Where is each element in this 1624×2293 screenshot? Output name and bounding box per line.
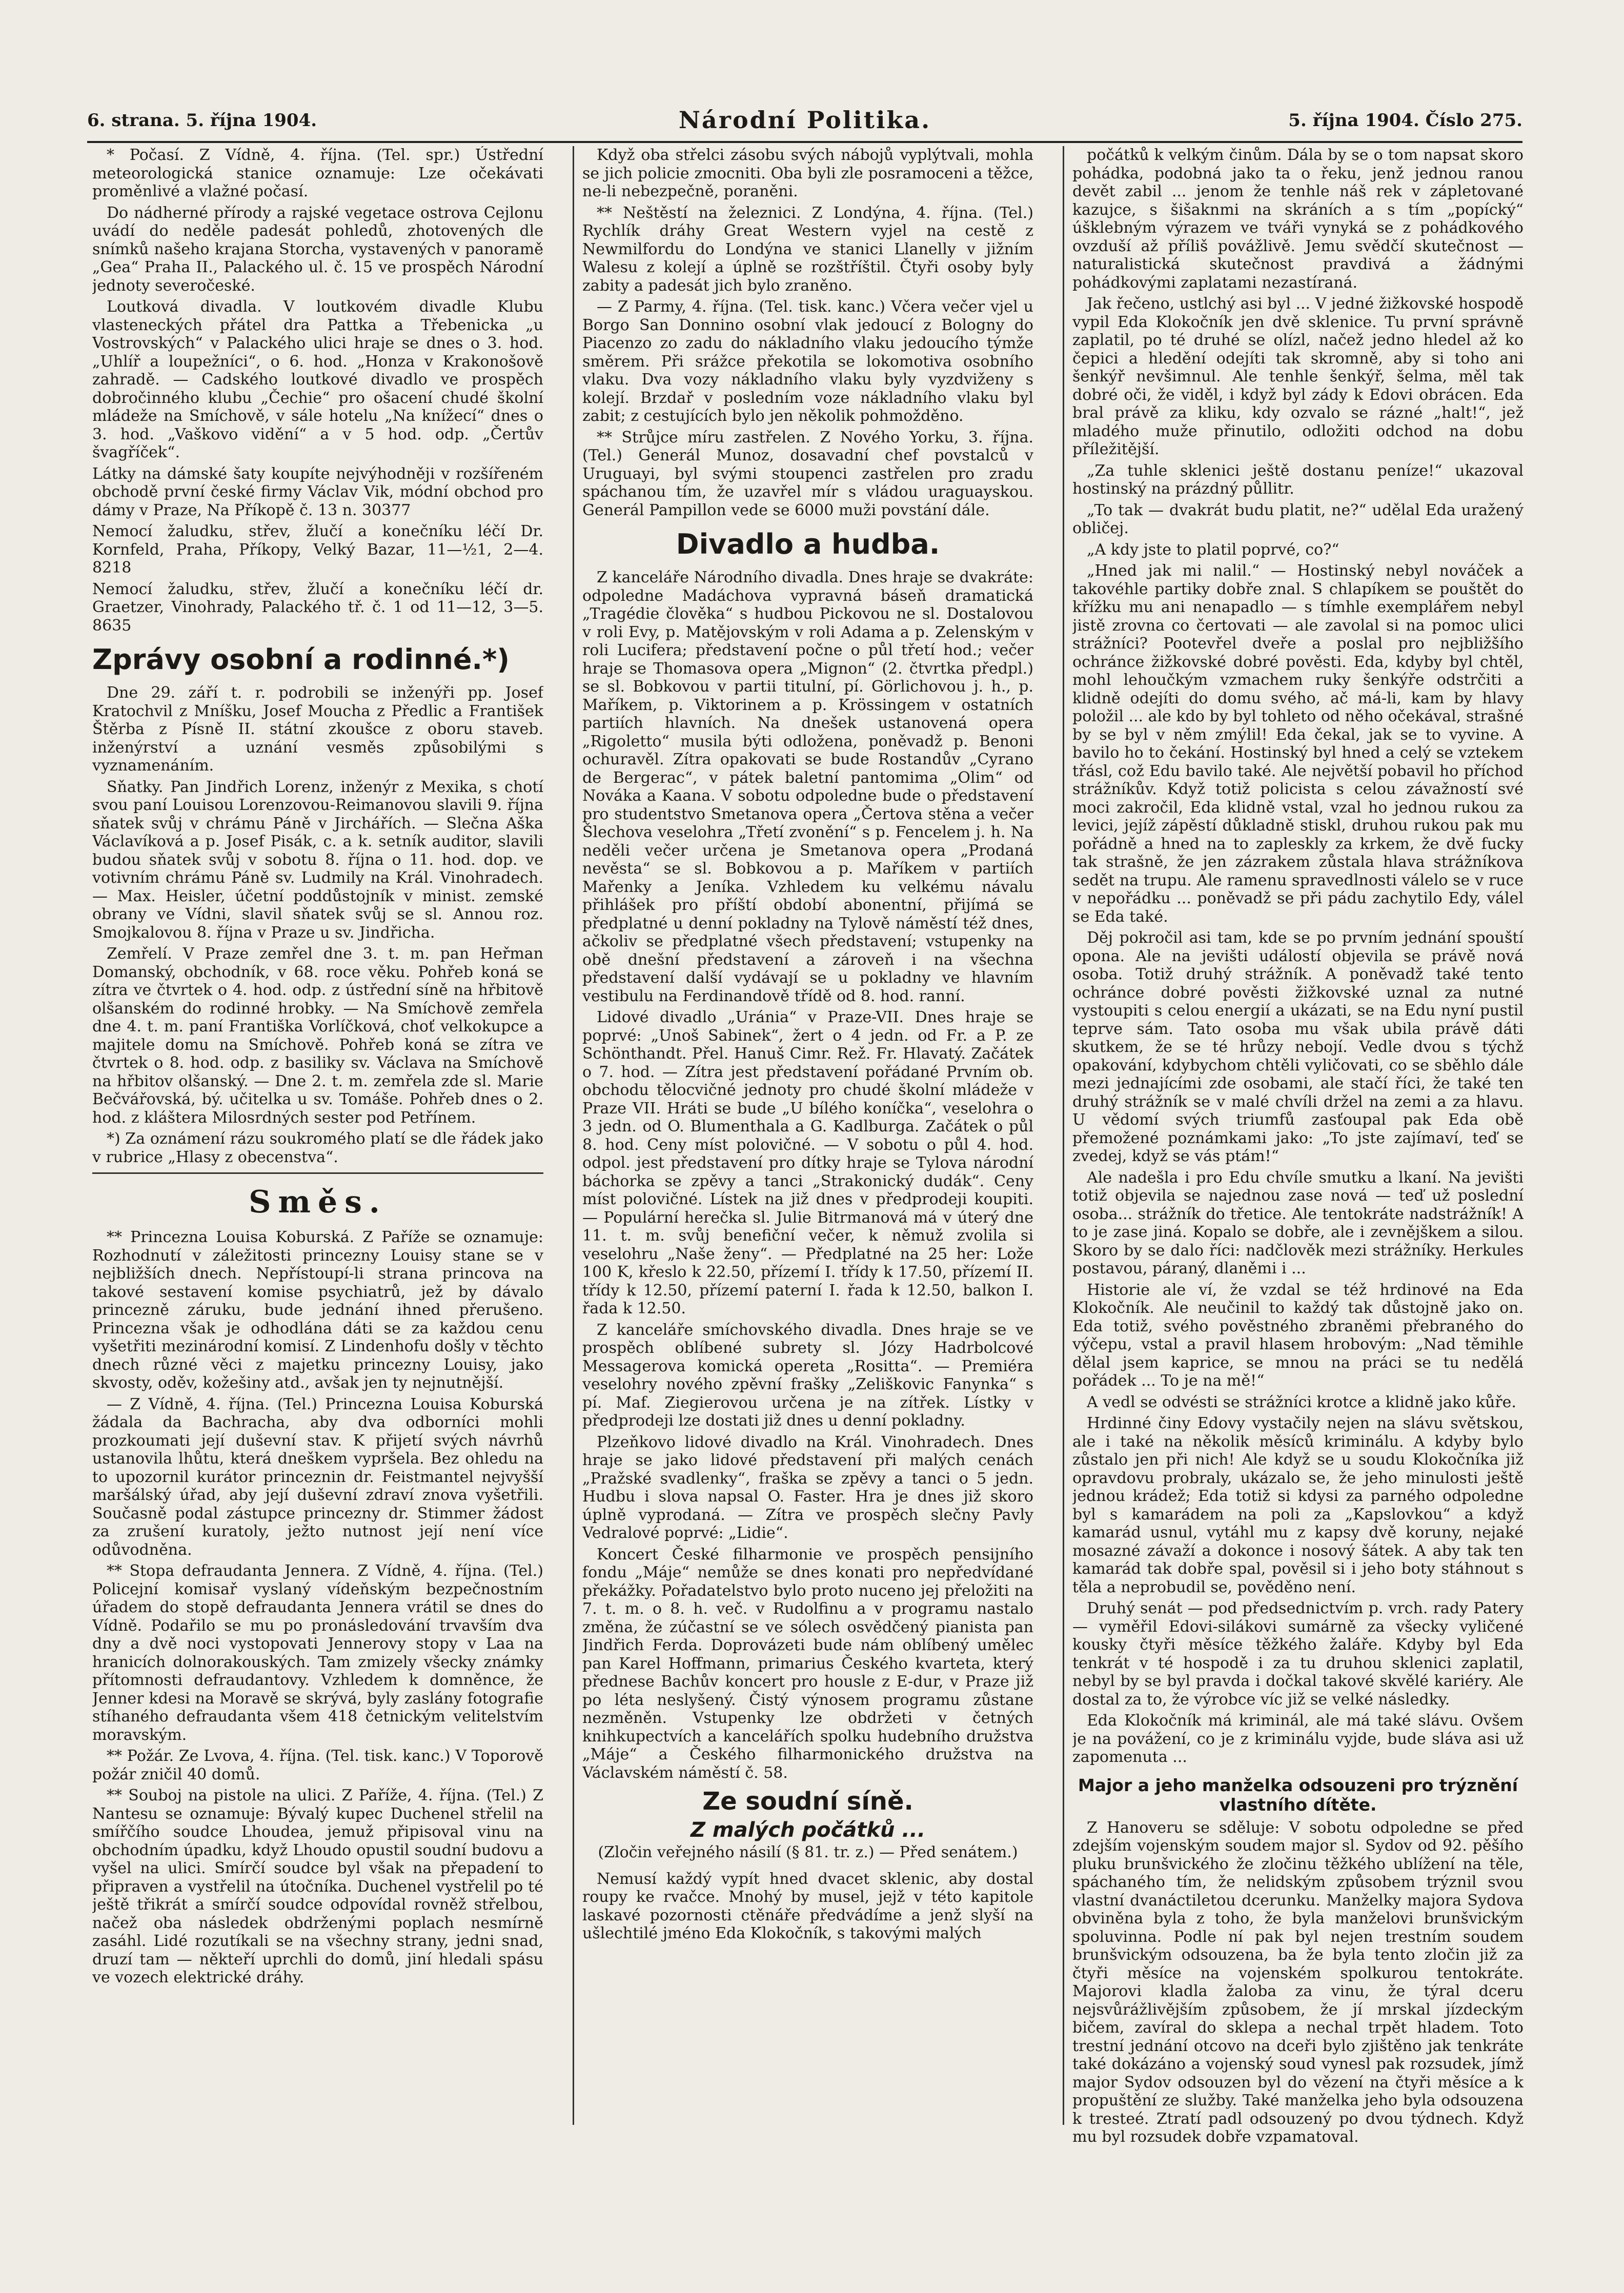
column-3 — [1072, 146, 1524, 2166]
section-heading-personal-news: Zprávy osobní a rodinné.*) — [92, 643, 510, 676]
header-left: 6. strana. 5. října 1904. — [87, 110, 317, 131]
news-item: Sňatky. Pan Jindřich Lorenz, inženýr z Mexika, s chotí svou paní Louisou Lorenzovou-Reimanovou slavili 9. října sňatek svůj v chrámu Páně v Jirchářích. — Slečna Aška Václavíková a p. Josef Pisák, c. a k. setník auditor, slavili budou sňatek svůj v sobotu 8. října o 11. hod. dop. ve votivním chrámu Páně sv. Ludmily na Král. Vinohradech. — Max. Heisler, účetní poddůstojník v minist. zemské obrany ve Vídni, slavil sňatek svůj se sl. Annou roz. Smojkalovou 8. října v Praze u sv. Jindřicha. — [92, 778, 543, 942]
news-item: — Z Parmy, 4. října. (Tel. tisk. kanc.) Včera večer vjel u Borgo San Donnino osobní vlak jedoucí z Bologny do Piacenzo zo zadu do nákladního vlaku jedoucího týmže směrem. Při srážce překotila se lokomotiva osobního vlaku. Dva vozy nákladního vlaku byly vyzdviženy s kolejí. Brzdař v posledním voze nákladního vlaku byl zabit; z cestujících bylo jen několik pohmožděno. — [582, 298, 1033, 425]
header-rule — [87, 141, 1522, 143]
news-item: ** Strůjce míru zastřelen. Z Nového Yorku, 3. října. (Tel.) Generál Munoz, dosavadní chef povstalců v Uruguayi, byl svými stoupenci zastřelen pro zradu spáchanou tím, že uzavřel mír s vládou uraguayskou. Generál Pampillon vede se 6000 muži povstání dále. — [582, 428, 1033, 519]
column-divider — [573, 146, 574, 2125]
news-item: Zemřelí. V Praze zemřel dne 3. t. m. pan Heřman Domanský, obchodník, v 68. roce věku. Pohřeb koná se zítra ve čtvrtek o 4. hod. odp. z ústřední síně na hřbitově olšanském do rodinné hrobky. — Na Smíchově zemřela dne 4. t. m. paní Františka Vorlíčková, choť velkokupce a majitele domu na Smíchově. Pohřeb koná se zítra ve čtvrtek o 8. hod. odp. z basiliky sv. Václava na Smíchově na hřbitov olšanský. — Dne 2. t. m. zemřela zde sl. Marie Bečvářovská, bý. učitelka u sv. Tomáše. Pohřeb dnes o 2. hod. z kláštera Milosrdných sester pod Petřínem. — [92, 945, 543, 1127]
section-heading-miscellany: Směs. — [249, 1184, 387, 1220]
news-item: Lidové divadlo „Uránia“ v Praze-VII. Dnes hraje se poprvé: „Unoš Sabinek“, žert o 4 jedn. od Fr. a P. ze Schönthandt. Přel. Hanuš Cimr. Rež. Fr. Hlavatý. Začátek o 7. hod. — Zítra jest představení pořádané Prvním ob. obchodu tělocvičné jednoty pro chudé školní mládeže v Praze VII. Hráti se bude „U bílého koníčka“, veselohra o 3 jedn. od O. Blumenthala a G. Kadlburga. Začátek o půl 8. hod. Ceny míst polovičné. — V sobotu o půl 4. hod. odpol. jest představení pro dítky hraje se Tylova národní báchorka se zpěvy a tanci „Strakonický dudák“. Ceny míst polovičné. Lístek na již dnes v předprodeji koupiti. — Populární herečka sl. Julie Bitrmanová má v úterý dne 11. t. m. svůj benefiční večer, k němuž zvolila si veselohru „Naše ženy“. — Předplatné na 25 her: Lože 100 K, křeslo k 22.50, přízemí I. třídy k 17.50, přízemí II. třídy k 12.50, přízemí paterní I. řada k 12.50, balkon I. řada k 12.50. — [582, 1008, 1033, 1317]
article-subtitle: (Zločin veřejného násilí (§ 81. tr. z.) — Před senátem.) — [598, 1843, 1018, 1861]
header-right: 5. října 1904. Číslo 275. — [1288, 110, 1522, 131]
column-divider — [1063, 146, 1064, 2125]
article-body: Druhý senát — pod předsednictvím p. vrch. rady Patery — vyměřil Edovi-silákovi sumárně za všecky vyličené kousky čtyři měsíce těžkého žaláře. Kdyby byl Eda tenkrát v té hospodě i za tu druhou sklenici zaplatil, nebyl by se byl pravda i dočkal takové skvělé kariéry. Ale dostal za to, že výrobce víc již se velké následky. — [1072, 1599, 1524, 1709]
article-body: Nemusí každý vypít hned dvacet sklenic, aby dostal roupy ke rvačce. Mnohý by musel, jejž v této kapitole laskavé pozornosti ctěnáře předvádíme a jenž slyší na ušlechtilé jméno Eda Klokočník, s takovými malých — [582, 1870, 1033, 1942]
section-heading-court: Ze soudní síně. — [702, 1787, 914, 1816]
news-item: Z kanceláře smíchovského divadla. Dnes hraje se ve prospěch oblíbené subrety sl. Józy Hadrbolcové Messagerova komická opereta „Rositta“. — Premiéra veselohry nového zpěvní frašky „Zeliškovic Fanynka“ s pí. Maf. Ziegierovou určena je na zítřek. Lístky v předprodeji lze dostati již dnes u denní pokladny. — [582, 1321, 1033, 1430]
advertisement: Nemocí žaludku, střev, žlučí a konečníku léčí dr. Graetzer, Vinohrady, Palackého tř. č. 1 od 11—12, 3—5. 8635 — [92, 580, 543, 635]
news-item: — Z Vídně, 4. října. (Tel.) Princezna Louisa Koburská žádala da Bachracha, aby dva odborníci mohli prozkoumati její duševní stav. K přijetí svých návrhů ustanovila lhůtu, která dneškem vypršela. Bez ohledu na to upozornil kurátor princeznin dr. Feistmantel nejvyšší maršálský úřad, aby její duševní zdraví znova vyšetřili. Současně podal zástupce princezny dr. Stimmer žádost za zrušení kuratoly, ježto nutnost její není více odůvodněna. — [92, 1395, 543, 1559]
article-body: „To tak — dvakrát budu platit, ne?“ udělal Eda uražený obličej. — [1072, 501, 1524, 537]
article-body: Jak řečeno, ustlchý asi byl ... V jedné žižkovské hospodě vypil Eda Klokočník jen dvě sklenice. Tu první správně zaplatil, po té druhé se olízl, načež jedno hledel až ko čepici a hledění odejíti tak skromně, aby si toho ani šenkýř nevšimnul. Ale tenhle šenkýř, šelma, měl tak dobré oči, že viděl, i když byl zády k Edovi obrácen. Eda bral právě za kliku, kdy ozvalo se rázné „halt!“, jež mladého muže přinutilo, odložiti odchod na dobu příležitější. — [1072, 295, 1524, 458]
news-item: Z kanceláře Národního divadla. Dnes hraje se dvakráte: odpoledne Madáchova vypravná báseň dramatická „Tragédie člověka“ s hudbou Pickovou ne sl. Dostalovou v roli Evy, p. Matějovským v roli Adama a p. Zelenským v roli Lucifera; představení počne o půl třetí hod.; večer hraje se Thomasova opera „Mignon“ (2. čtvrtka předpl.) se sl. Bobkovou v partii titulní, pí. Görlichovou j. h., p. Maříkem, p. Viktorinem a p. Krössingem v ostatních partiích hlavních. Na dnešek ustanovená opera „Rigoletto“ musila býti odložena, poněvadž p. Benoni ochuravěl. Zítra opakovati se bude Rostandův „Cyrano de Bergerac“, v pátek baletní pantomima „Olim“ od Nováka a Kaana. V sobotu odpoledne bude o představení pro studentstvo Smetanova opera „Čertova stěna a večer Šlechova veselohra „Třetí zvonění“ s p. Fencelem j. h. Na neděli večer určena je Smetanova opera „Prodaná nevěsta“ se sl. Bobkovou a p. Maříkem v partiích Mařenky a Jeníka. Vzhledem ku velkému návalu přihlášek pro příští období abonentní, přijímá se předplatné u denní pokladny na Tylově náměstí též dnes, ačkoliv se předplatné všech představení; vstupenky na obě dnešní představení a zároveň i na všechna představení další vydávají se u pokladny ve hlavním vestibulu na Ferdinandově třídě od 8. hod. ranní. — [582, 569, 1033, 1005]
news-item: ** Stopa defraudanta Jennera. Z Vídně, 4. října. (Tel.) Policejní komisař vyslaný vídeňským bezpečnostním úřadem do stopě defraudanta Jennera vrátil se dnes do Vídně. Podařilo se mu po pronásledování trvavším dva dny a dvě noci vystopovati Jennerovy stopy v Laa na hranicích dolnorakouských. Tam zmizely všecky známky přítomnosti defraudantovy. Vzhledem k domněnce, že Jenner kdesi na Moravě se skrývá, byly zaslány fotografie stíhaného defraudanta všem 418 četnickým velitelstvím moravským. — [92, 1562, 543, 1744]
article-body: „Hned jak mi nalil.“ — Hostinský nebyl nováček a takovéhle partiky dobře znal. S chlapíkem se pouštět do křížku mu ani nenapadlo — s tímhle exemplářem nebyl jistě zrovna co čertovati — ale zavolal si na pomoc ulici strážníci? Pootevřel dveře a poslal pro nejbližšího ochránce žižkovské dobré pověsti. Eda, kdyby byl chtěl, mohl lehoučkým vzmachem ruky šenkýře odstrčiti a klidně odejíti do domu svého, ač má-li, kam by hlavy položil ... ale kdo by byl tohleto od něho očekával, strašné by se byl v něm zmýlil! Eda čekal, jak se to vyvine. A bavilo ho to čekání. Hostinský byl hned a celý se vztekem třásl, což Edu bavilo také. Ale největší pobavil ho příchod strážníkův. Když totiž policista s celou závažností své moci zakročil, Eda klidně vstal, vzal ho jednou rukou za levici, jejíž zápěstí důkladně stiskl, druhou rukou pak mu pořádně a hned na to zapleskly za krkem, že dvě fucky tak strašně, že jen zázrakem zůstala hlava strážníkova sedět na trupu. Ale ramenu spravedlnosti válelo se v ruce v nepořádku ... poněvadž se při pádu zachytilo Edy, válel se Eda také. — [1072, 562, 1524, 926]
column-2 — [582, 146, 1033, 2166]
article-body: A vedl se odvésti se strážníci krotce a klidně jako kůře. — [1087, 1393, 1516, 1411]
article-body: „Za tuhle sklenici ještě dostanu peníze!“ ukazoval hostinský na prázdný půllitr. — [1072, 461, 1524, 498]
news-item: Loutková divadla. V loutkovém divadle Klubu vlasteneckých přátel dra Pattka a Třebenicka „u Vostrovských“ v Palackého ulici hraje se dnes o 3. hod. „Uhlíř a loupežníci“, o 6. hod. „Honza v Krakonošově zahradě. — Cadského loutkové divadlo ve prospěch dobročinného klubu „Čechie“ pro ošacení chudé školní mládeže na Smíchově, v sále hotelu „Na knížecí“ dnes o 3. hod. „Vaškovo vidění“ a v 5 hod. odp. „Čertův švagříček“. — [92, 298, 543, 461]
article-title: Z malých počátků ... — [690, 1818, 926, 1842]
article-body: Ale nadešla i pro Edu chvíle smutku a lkaní. Na jevišti totiž objevila se najednou zase nová — teď už poslední osoba... strážník do třetice. Ale tentokráte nadstrážník! A to je zase jiná. Kopalo se dobře, ale i zevnějškem a silou. Skoro by se dalo říci: nadčlověk mezi strážníky. Herkules postavou, páraný, dlaněmi i ... — [1072, 1168, 1524, 1277]
section-divider — [92, 1172, 543, 1174]
weather-news: * Počasí. Z Vídně, 4. října. (Tel. spr.) Ústřední meteorologická stanice oznamuje: Lze očekávati proměnlivé a vlažné počasí. — [92, 146, 543, 200]
article-body: počátků k velkým činům. Dála by se o tom napsat skoro pohádka, podobná jako ta o řeku, jenž jednou ranou devět zabil ... jenom že tenhle náš rek v zápletované kazujce, s šišaknmi na skráních a s tím „popícký“ úšklebným výrazem ve tváři vynyká se z pohádkového ovzduší až příliš povážlivě. Jemu svědčí skutečnost — naturalistická skutečnost pravdivá a žádnými pohádkovými zaplatami nezastíraná. — [1072, 146, 1524, 292]
column-1 — [92, 146, 543, 2166]
news-item: Do nádherné přírody a rajské vegetace ostrova Cejlonu uvádí do neděle padesát pohledů, zhotovených dle snímků našeho krajana Storcha, vystavených v panoramě „Gea“ Praha II., Palackého ul. č. 15 ve prospěch Národní jednoty severočeské. — [92, 204, 543, 295]
news-item: Když oba střelci zásobu svých nábojů vyplýtvali, mohla se jich policie zmocniti. Oba byli zle posramoceni a těžce, ne-li nebezpečně, poraněni. — [582, 146, 1033, 200]
section-heading-theatre: Divadlo a hudba. — [676, 528, 940, 560]
news-item: Z Hanoveru se sděluje: V sobotu odpoledne se před zdejším vojenským soudem major sl. Sydov od 92. pěšího pluku brunšvického že zločinu těžkého ublížení na těle, spáchaného tím, že nelidským způsobem trýznil svou vlastní dvanáctiletou dcerunku. Manželky majora Sydova obviněna byla z toho, že byla manželovi brunšvickým spoluvinna. Podle ní pak byl nejen trestním soudem brunšvickým odsouzena, ba že byla tento zločin již za čtyři měsíce na vojenském spolkurou tentokráte. Majorovi kladla žaloba za vinu, že týral dceru nejsvůrážlivějším způsobem, že jí mrskal jízdeckým bičem, zavíral do sklepa a nechal trpět hladem. Toto trestní jednání otcovo na dceři bylo zjištěno jak tenkráte také dokázáno a vojenský soud vynesl pak rozsudek, jímž major Sydov odsouzen byl do vězení na čtyři měsíce a k propuštění ze služby. Také manželka jeho byla odsouzena k tresteé. Ztratí padl odsouzený po dvou týdnech. Když mu byl rozsudek dobře vzpamatoval. — [1072, 1818, 1524, 2146]
page-header — [87, 105, 1522, 141]
article-body: „A kdy jste to platil poprvé, co?“ — [1087, 540, 1339, 559]
news-item: ** Neštěstí na železnici. Z Londýna, 4. října. (Tel.) Rychlík dráhy Great Western vyjel na cestě z Newmilfordu do Londýna ve stanici Llanelly v jižním Walesu z kolejí a úplně se rozštříštil. Čtyři osoby byly zabity a padesát jich bylo zraněno. — [582, 204, 1033, 295]
news-item: ** Princezna Louisa Koburská. Z Paříže se oznamuje: Rozhodnutí v záležitosti princezny Louisy stane se v nejbližších dnech. Nepřístoupí-li strana princova na takové sestavení komise psychiatrů, jež by dávalo princezně záruku, bude jednání ihned přerušeno. Princezna však je odhodlána dáti se za každou cenu vyšetřiti mezinárodní komisí. Z Lindenhofu došly v těchto dnech různé věci z majetku princezny Louisy, jako skvosty, oděv, kožešiny atd., avšak jen ty nejnutnější. — [92, 1228, 543, 1392]
article-body: Děj pokročil asi tam, kde se po prvním jednání spouští opona. Ale na jevišti událostí objevila se právě nová osoba. Totiž druhý strážník. A poněvadž také tento ochránce dobré pověsti žižkovské uznal za nutné vystoupiti s celou energií a ukázati, se na Edu nyní pustil teprve sám. Tato osoba mu však ubila právě dáti skutkem, že se té hrůzy nebojí. Vedle dvou s týchž opakování, kdybychom chtěli vyličovati, co se sběhlo dále mezi jednajícími zde osobami, ale stačí říci, že také ten druhý strážník se v malé chvíli držel na zemi a za hlavu. U vědomí svých triumfů zasťoupal pak Eda obě přemožené poznámkami jako: „To jste zajímaví, teď se zvedej, když se vás ptám!“ — [1072, 929, 1524, 1165]
article-body: Eda Klokočník má kriminál, ale má také slávu. Ovšem je na povážení, co je z kriminálu vyjde, bude sláva asi už zapomenuta ... — [1072, 1712, 1524, 1766]
article-body: Historie ale ví, že vzdal se též hrdinové na Eda Klokočník. Ale neučinil to každý tak důstojně jako on. Eda totiž, svého pověstného zbraněmi přebraného do výčepu, vstal a pravil hlasem hrobovým: „Nad těmihle dělal jsem kaprice, se mnou na práci se tu nedělá pořádek ... To je na mě!“ — [1072, 1281, 1524, 1390]
news-item: Plzeňkovo lidové divadlo na Král. Vinohradech. Dnes hraje se jako lidové představení při malých cenách „Pražské svadlenky“, fraška se zpěvy a tanci o 5 jedn. Hudbu i slova napsal O. Faster. Hra je dnes již skoro úplně vyprodaná. — Zítra ve prospěch slečny Pavly Vedralové poprvé: „Lidie“. — [582, 1433, 1033, 1542]
advertisement: Látky na dámské šaty koupíte nejvýhodněji v rozšířeném obchodě první české firmy Václav Vik, módní obchod pro dámy v Praze, Na Příkopě č. 13 n. 30377 — [92, 464, 543, 519]
article-heading: Major a jeho manželka odsouzeni pro trýznění vlastního dítěte. — [1078, 1775, 1518, 1815]
advertisement: Nemocí žaludku, střev, žlučí a konečníku léčí Dr. Kornfeld, Praha, Příkopy, Velký Bazar, 11—½1, 2—4. 8218 — [92, 522, 543, 577]
newspaper-title: Národní Politika. — [678, 106, 931, 134]
news-item: ** Požár. Ze Lvova, 4. října. (Tel. tisk. kanc.) V Toporově požár zničil 40 domů. — [92, 1747, 543, 1783]
footnote: *) Za oznámení rázu soukromého platí se dle řádek jako v rubrice „Hlasy z obecenstva“. — [92, 1130, 543, 1166]
news-item: ** Souboj na pistole na ulici. Z Paříže, 4. října. (Tel.) Z Nantesu se oznamuje: Bývalý kupec Duchenel střelil na smířčího soudce Lhoudea, jemuž připisoval vinu na obchodním úpadku, když Lhoudo opustil soudní budovu a vyšel na ulici. Smírčí soudce byl však na přepadení to připraven a vystřelil na útočníka. Duchenel vystřelil po té ještě třikrát a smírčí soudce odpovídal rovněž střelbou, načež oba následek obdrženými poplach nesmírně zasáhl. Lidé rozutíkali se na všechny strany, jedni snad, druzí tam — někteří uprchli do domů, jiní hledali spásu ve vozech elektrické dráhy. — [92, 1787, 543, 1986]
article-body: Hrdinné činy Edovy vystačily nejen na slávu světskou, ale i také na několik měsíců kriminálu. A kdyby bylo zůstalo jen při nich! Ale když se u soudu Klokočníka již opravdovu probraly, ukázalo se, že jeho minulosti ještě jednou krádež; Eda totiž si kdysi za parného odpoledne byl s kamarádem na poli za „Kapslovkou“ a když kamarád usnul, vytáhl mu z kapsy dvě koruny, nejaké mosazné závaží a dokonce i nosový šátek. A aby tak ten kamarád tak dobře spal, pověsil si i jeho boty stáhnout s těla a neprobudil se, pověděno není. — [1072, 1414, 1524, 1596]
news-item: Koncert České filharmonie ve prospěch pensijního fondu „Máje“ nemůže se dnes konati pro nepředvídané překážky. Pořadatelstvo bylo proto nuceno jej přeložiti na 7. t. m. o 8. h. več. v Rudolfinu a v programu nastalo změna, že zúčastní se ve sólech osvědčený pianista pan Jindřich Ferda. Doprovázeti bude nám oblíbený umělec pan Karel Hoffmann, primarius Českého kvarteta, který přednese Bachův koncert pro housle z E-dur, v Praze již po léta neslyšený. Čistý výnosem programu zůstane nezměněn. Vstupenky lze obdržeti v četných knihkupectvích a kancelářích spolku hudebního družstva „Máje“ a Českého filharmonického družstva na Václavském náměstí č. 58. — [582, 1545, 1033, 1782]
news-item: Dne 29. září t. r. podrobili se inženýři pp. Josef Kratochvil z Mníšku, Josef Moucha z Předlic a František Štěrba z Písně II. státní zkoušce z oboru staveb. inženýrství a uznání vesměs způsobilými s vyznamenáním. — [92, 684, 543, 775]
